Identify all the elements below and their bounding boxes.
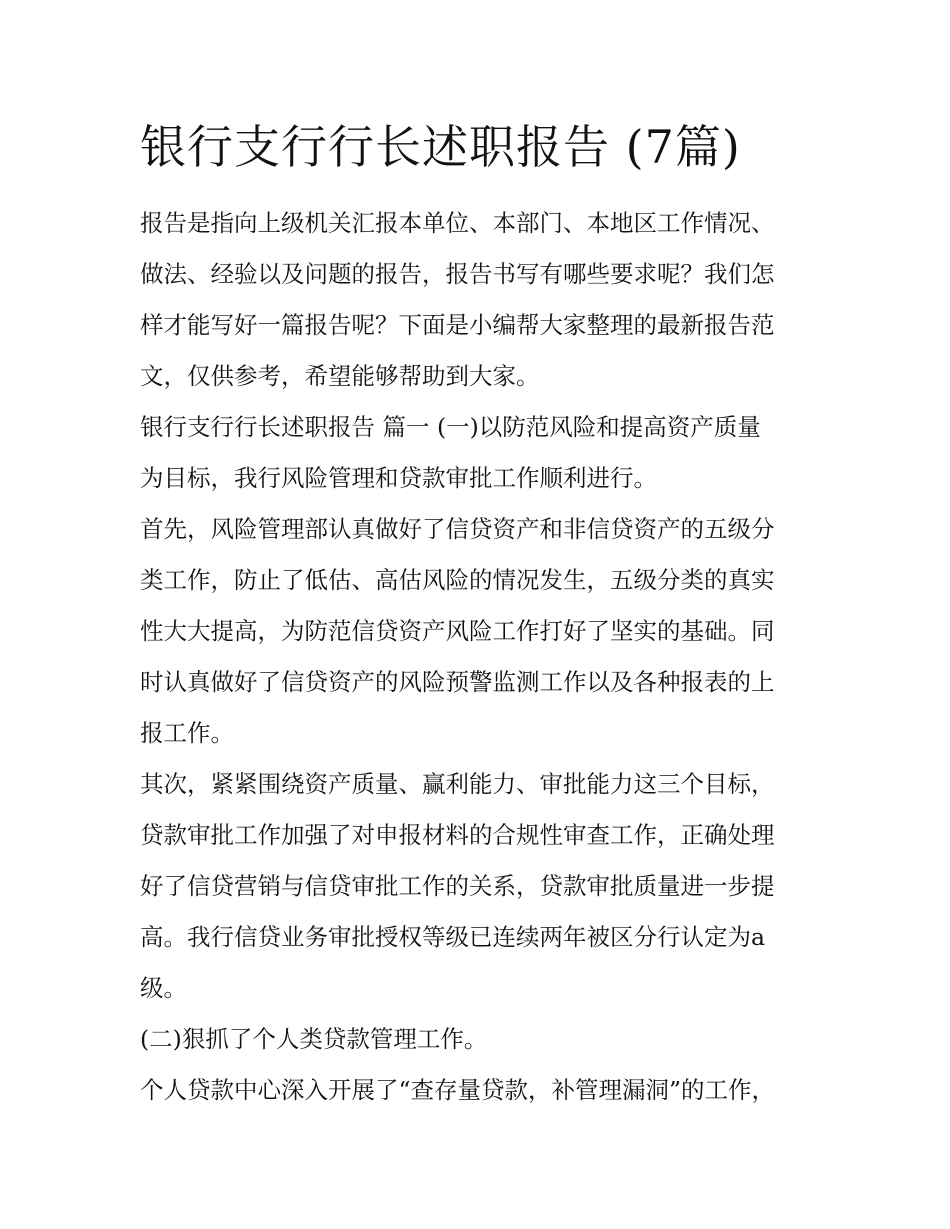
- text-line: 高。我行信贷业务审批授权等级已连续两年被区分行认定为a: [140, 923, 766, 951]
- text-line: 个人贷款中心深入开展了“查存量贷款，补管理漏洞”的工作，: [140, 1076, 776, 1104]
- text-line: 级。: [140, 974, 187, 1002]
- text-line: 报告是指向上级机关汇报本单位、本部门、本地区工作情况、: [140, 209, 775, 237]
- text-line: 其次，紧紧围绕资产质量、赢利能力、审批能力这三个目标，: [140, 770, 775, 798]
- text-line: 时认真做好了信贷资产的风险预警监测工作以及各种报表的上: [140, 668, 775, 696]
- text-line: 银行支行行长述职报告 篇一 (一)以防范风险和提高资产质量: [140, 413, 761, 441]
- text-line: 做法、经验以及问题的报告，报告书写有哪些要求呢？我们怎: [140, 260, 775, 288]
- page-title: 银行支行行长述职报告 (7篇): [140, 120, 741, 174]
- text-line: 文，仅供参考，希望能够帮助到大家。: [140, 362, 540, 390]
- text-line: 性大大提高，为防范信贷资产风险工作打好了坚实的基础。同: [140, 617, 775, 645]
- text-line: 报工作。: [140, 719, 234, 747]
- text-line: (二)狠抓了个人类贷款管理工作。: [140, 1025, 488, 1053]
- document-body: [140, 198, 820, 1116]
- text-line: 类工作，防止了低估、高估风险的情况发生，五级分类的真实: [140, 566, 775, 594]
- text-line: 贷款审批工作加强了对申报材料的合规性审查工作，正确处理: [140, 821, 775, 849]
- text-line: 首先，风险管理部认真做好了信贷资产和非信贷资产的五级分: [140, 515, 775, 543]
- text-line: 样才能写好一篇报告呢？下面是小编帮大家整理的最新报告范: [140, 311, 775, 339]
- text-line: 为目标，我行风险管理和贷款审批工作顺利进行。: [140, 464, 657, 492]
- text-line: 好了信贷营销与信贷审批工作的关系，贷款审批质量进一步提: [140, 872, 775, 900]
